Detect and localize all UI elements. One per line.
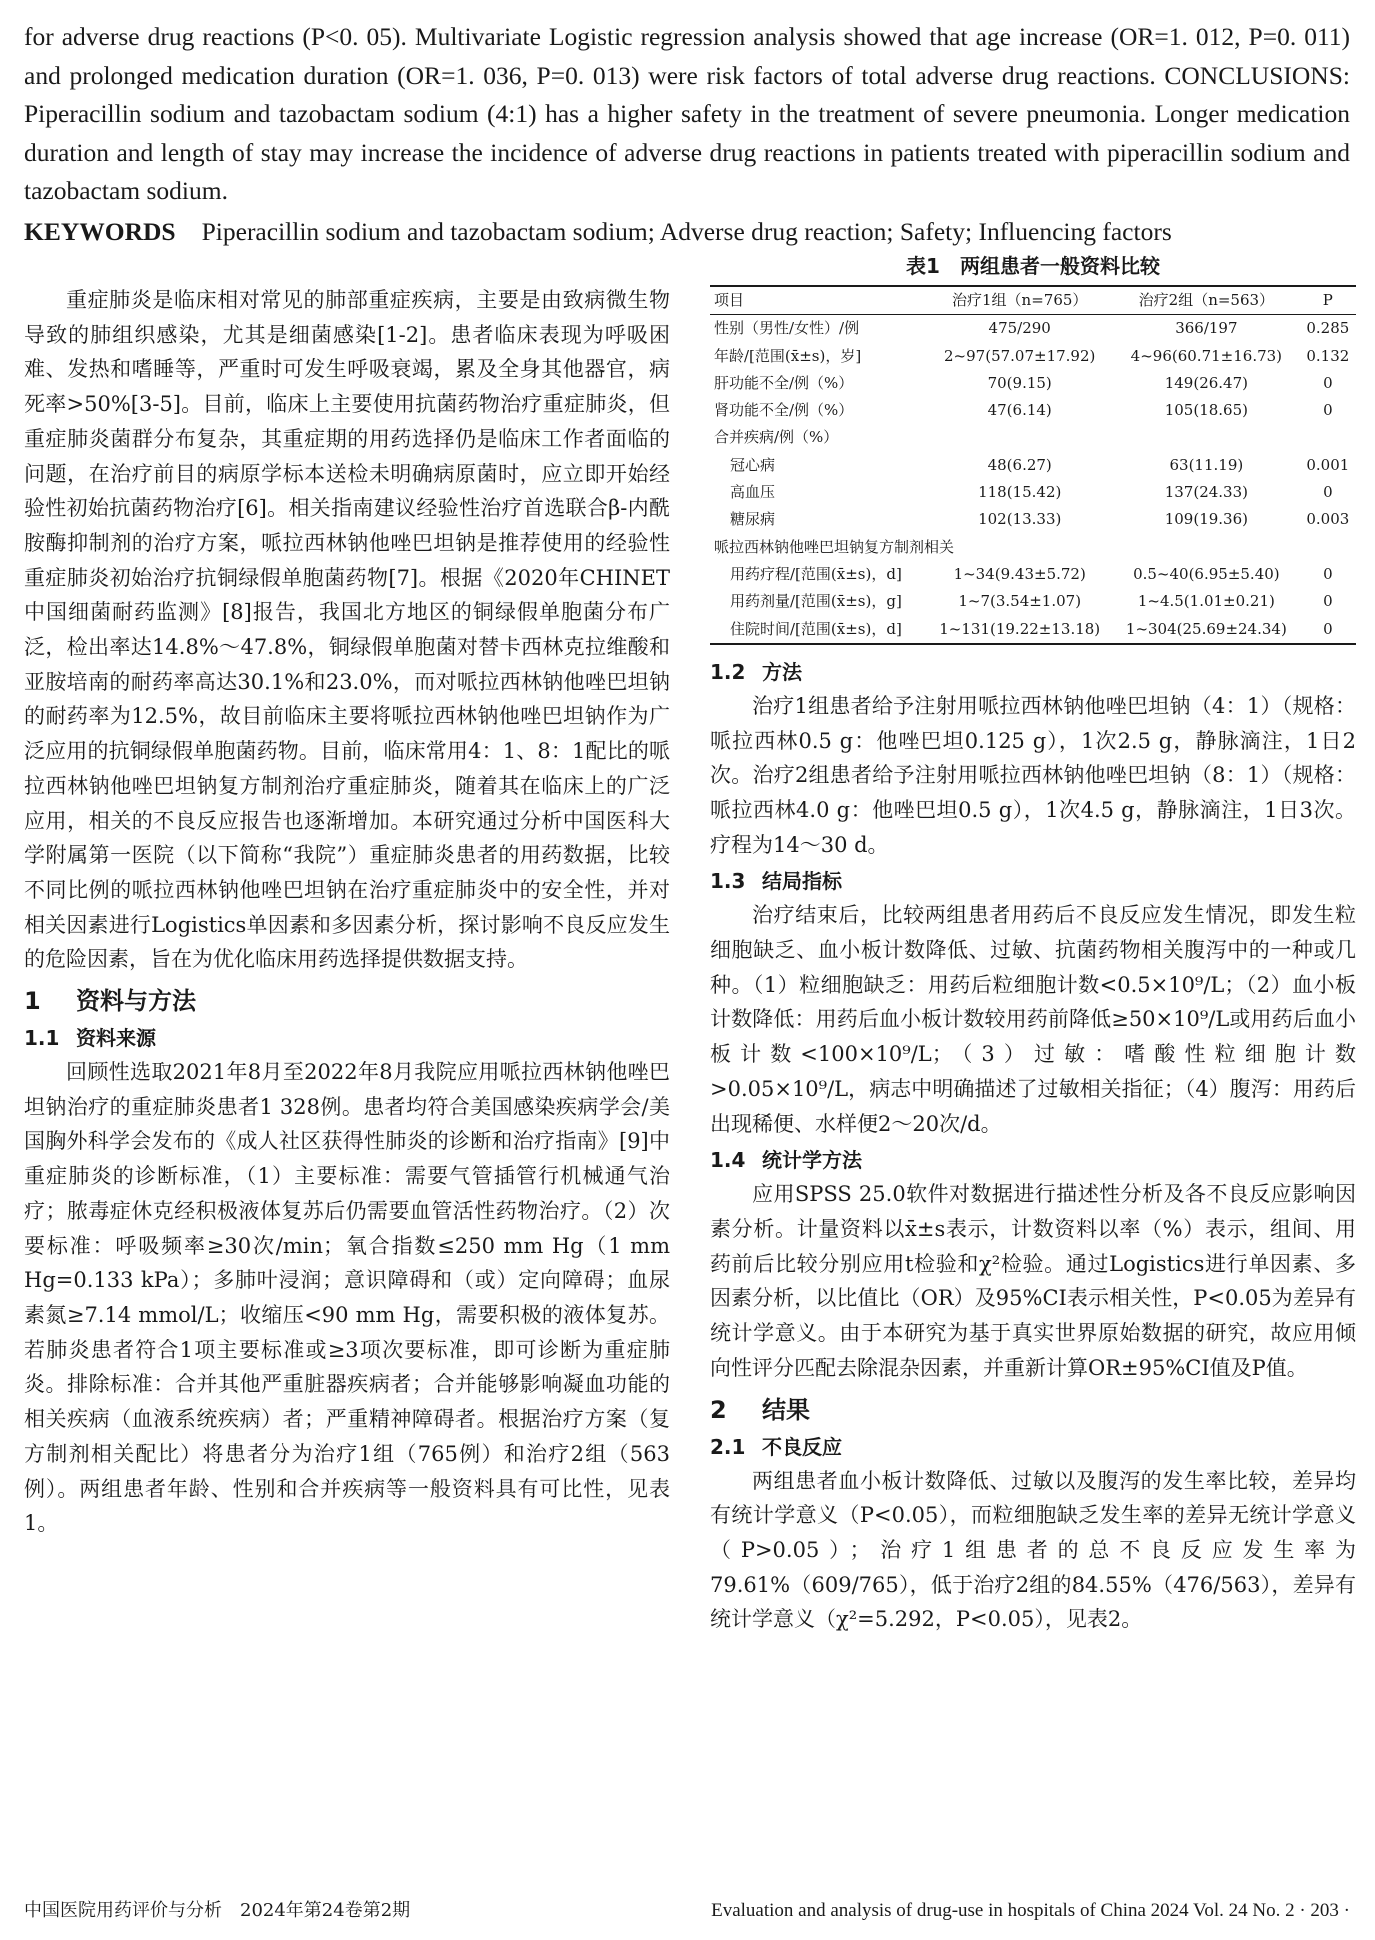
table-row [710, 506, 1356, 533]
table-cell: 1~34(9.43±5.72) [953, 564, 1086, 583]
table-subheading: 合并疾病/例（%） [714, 428, 839, 447]
table-header-cell: P [1322, 291, 1333, 309]
table-cell: 1~7(3.54±1.07) [958, 592, 1082, 611]
table-cell: 0.285 [1306, 319, 1350, 338]
subsection-number: 1.1 [24, 1026, 60, 1051]
table-cell: 149(26.47) [1164, 373, 1248, 392]
subsection-title: 方法 [762, 659, 802, 684]
section-number: 1 [24, 987, 41, 1016]
table-cell: 0.001 [1306, 455, 1350, 474]
table-row [710, 479, 1356, 506]
table-cell: 366/197 [1175, 319, 1238, 338]
table-cell: 47(6.14) [987, 401, 1052, 420]
table-cell: 4~96(60.71±16.73) [1130, 346, 1283, 365]
data-source-paragraph: 回顾性选取2021年8月至2022年8月我院应用哌拉西林钠他唑巴坦钠治疗的重症肺炎患者1 328例。患者均符合美国感染疾病学会/美国胸外科学会发布的《成人社区获得性肺炎的诊断和治疗指南》[9]中重症肺炎的诊断标准，（1）主要标准：需要气管插管行机械通气治疗；脓毒症休克经积极液体复苏后仍需要血管活性药物治疗。（2）次要标准：呼吸频率≥30次/min；氧合指数≤250 mm Hg（1 mm Hg=0.133 kPa）；多肺叶浸润；意识障碍和（或）定向障碍；血尿素氮≥7.14 mmol/L；收缩压<90 mm Hg，需要积极的液体复苏。若肺炎患者符合1项主要标准或≥3项次要标准，即可诊断为重症肺炎。排除标准：合并其他严重脏器疾病者；合并能够影响凝血功能的相关疾病（血液系统疾病）者；严重精神障碍者。根据治疗方案（复方制剂相关配比）将患者分为治疗1组（765例）和治疗2组（563例）。两组患者年龄、性别和合并疾病等一般资料具有可比性，见表1。 [24, 1060, 670, 1536]
table-1 [710, 249, 1356, 645]
table-cell: 0 [1323, 373, 1333, 392]
table-cell: 冠心病 [730, 455, 776, 474]
adverse-reaction-paragraph: 两组患者血小板计数降低、过敏以及腹泻的发生率比较，差异均有统计学意义（P<0.05），而粒细胞缺乏发生率的差异无统计学意义（P>0.05）；治疗1组患者的总不良反应发生率为79.61%（609/765），低于治疗2组的84.55%（476/563），差异有统计学意义（χ²=5.292，P<0.05），见表2。 [710, 1468, 1356, 1632]
table-cell: 1~131(19.22±13.18) [939, 619, 1101, 638]
statistics-paragraph: 应用SPSS 25.0软件对数据进行描述性分析及各不良反应影响因素分析。计量资料以x̄±s表示，计数资料以率（%）表示，组间、用药前后比较分别应用t检验和χ²检验。通过Logistics进行单因素、多因素分析，以比值比（OR）及95%CI表示相关性，P<0.05为差异有统计学意义。由于本研究为基于真实世界原始数据的研究，故应用倾向性评分匹配去除混杂因素，并重新计算OR±95%CI值及P值。 [710, 1182, 1356, 1380]
section-number: 2 [710, 1395, 727, 1424]
footer-journal-cn: 中国医院用药评价与分析 2024年第24卷第2期 [24, 1900, 411, 1921]
subsection-number: 2.1 [710, 1434, 746, 1459]
page-footer [24, 1896, 1350, 1926]
table-header-cell: 治疗2组（n=563） [1138, 291, 1275, 309]
table-cell: 糖尿病 [730, 510, 776, 529]
table-row [710, 588, 1356, 615]
subsection-heading [710, 1143, 1356, 1177]
table-header-cell: 治疗1组（n=765） [952, 291, 1088, 309]
left-column [24, 283, 670, 1541]
table-row [710, 616, 1356, 644]
table-cell: 475/290 [988, 319, 1051, 338]
table-subheading: 哌拉西林钠他唑巴坦钠复方制剂相关 [714, 537, 955, 556]
table-row [710, 343, 1356, 370]
table-row [710, 397, 1356, 424]
keywords-label: KEYWORDS [24, 216, 176, 246]
table-cell: 137(24.33) [1164, 483, 1248, 502]
table-cell: 0.132 [1306, 346, 1350, 365]
table-cell: 0 [1323, 592, 1333, 611]
section-heading [710, 1392, 1356, 1428]
right-column [710, 254, 1356, 1637]
table-row [710, 315, 1356, 343]
table-cell: 1~4.5(1.01±0.21) [1137, 592, 1275, 611]
table-row [710, 370, 1356, 397]
table-cell: 1~304(25.69±24.34) [1125, 619, 1287, 638]
subsection-title: 资料来源 [76, 1026, 156, 1051]
footer-journal-en: Evaluation and analysis of drug-use in hospitals of China 2024 Vol. 24 No. 2 · 203 · [711, 1900, 1350, 1921]
table-cell: 年龄/[范围(x̄±s)，岁] [714, 346, 862, 365]
subsection-title: 统计学方法 [762, 1148, 862, 1173]
table-cell: 118(15.42) [978, 483, 1062, 502]
table-header-cell: 项目 [714, 291, 745, 309]
methods-paragraph: 治疗1组患者给予注射用哌拉西林钠他唑巴坦钠（4：1）（规格：哌拉西林0.5 g：他唑巴坦0.125 g），1次2.5 g，静脉滴注，1日2次。治疗2组患者给予注射用哌拉西林钠他唑巴坦钠（8：1）（规格：哌拉西林4.0 g：他唑巴坦0.5 g），1次4.5 g，静脉滴注，1日3次。疗程为14～30 d。 [710, 693, 1356, 857]
table-cell: 0.003 [1306, 510, 1350, 529]
table-cell: 肝功能不全/例（%） [714, 373, 854, 392]
subsection-heading [710, 864, 1356, 898]
table-cell: 高血压 [730, 483, 776, 502]
abstract-tail [24, 18, 1350, 251]
keywords-line [24, 213, 1350, 252]
table-caption: 表1 两组患者一般资料比较 [906, 254, 1160, 278]
table-cell: 2~97(57.07±17.92) [944, 346, 1096, 365]
table-cell: 用药疗程/[范围(x̄±s)，d] [730, 564, 902, 583]
table-cell: 48(6.27) [987, 455, 1052, 474]
table-cell: 70(9.15) [987, 373, 1052, 392]
table-cell: 性别（男性/女性）/例 [714, 319, 860, 338]
table-subheading-row [710, 424, 1356, 451]
subsection-number: 1.2 [710, 659, 746, 684]
subsection-number: 1.3 [710, 869, 746, 894]
table-cell: 105(18.65) [1164, 401, 1248, 420]
table-row [710, 561, 1356, 588]
subsection-heading [710, 1430, 1356, 1464]
subsection-title: 不良反应 [762, 1434, 842, 1459]
section-title: 资料与方法 [76, 987, 196, 1016]
subsection-heading [24, 1021, 670, 1055]
abstract-results-text: for adverse drug reactions (P<0. 05). Multivariate Logistic regression analysis showed that age increase (OR=1. 012, P=0. 011) and prolonged medication duration (OR=1. 036, P=0. 013) were risk factors of total adverse drug reactions. CONCLUSIONS: Piperacillin sodium and tazobactam sodium (4:1) has a higher safety in the treatment of severe pneumonia. Longer medication duration and length of stay may increase the incidence of adverse drug reactions in patients treated with piperacillin sodium and tazobactam sodium. [24, 22, 1350, 205]
table-cell: 用药剂量/[范围(x̄±s)，g] [730, 592, 902, 611]
section-heading [24, 983, 670, 1019]
subsection-heading [710, 655, 1356, 689]
table-cell: 0 [1323, 401, 1333, 420]
subsection-number: 1.4 [710, 1148, 746, 1173]
baseline-table [710, 285, 1356, 645]
table-header-row [710, 286, 1356, 315]
intro-paragraph: 重症肺炎是临床相对常见的肺部重症疾病，主要是由致病微生物导致的肺组织感染，尤其是细菌感染[1-2]。患者临床表现为呼吸困难、发热和嗜睡等，严重时可发生呼吸衰竭，累及全身其他器官，病死率>50%[3-5]。目前，临床上主要使用抗菌药物治疗重症肺炎，但重症肺炎菌群分布复杂，其重症期的用药选择仍是临床工作者面临的问题，在治疗前目的病原学标本送检未明确病原菌时，应立即开始经验性初始抗菌药物治疗[6]。相关指南建议经验性治疗首选联合β-内酰胺酶抑制剂的治疗方案，哌拉西林钠他唑巴坦钠是推荐使用的经验性重症肺炎初始治疗抗铜绿假单胞菌药物[7]。根据《2020年CHINET中国细菌耐药监测》[8]报告，我国北方地区的铜绿假单胞菌分布广泛，检出率达14.8%～47.8%，铜绿假单胞菌对替卡西林克拉维酸和亚胺培南的耐药率高达30.1%和23.0%，而对哌拉西林钠他唑巴坦钠的耐药率为12.5%，故目前临床主要将哌拉西林钠他唑巴坦钠作为广泛应用的抗铜绿假单胞菌药物。目前，临床常用4：1、8：1配比的哌拉西林钠他唑巴坦钠复方制剂治疗重症肺炎，随着其在临床上的广泛应用，相关的不良反应报告也逐渐增加。本研究通过分析中国医科大学附属第一医院（以下简称“我院”）重症肺炎患者的用药数据，比较不同比例的哌拉西林钠他唑巴坦钠在治疗重症肺炎中的安全性，并对相关因素进行Logistics单因素和多因素分析，探讨影响不良反应发生的危险因素，旨在为优化临床用药选择提供数据支持。 [24, 288, 670, 972]
table-cell: 0 [1323, 564, 1333, 583]
subsection-title: 结局指标 [762, 869, 842, 894]
table-cell: 63(11.19) [1169, 455, 1244, 474]
table-cell: 住院时间/[范围(x̄±s)，d] [730, 619, 902, 638]
table-cell: 肾功能不全/例（%） [714, 401, 854, 420]
table-cell: 109(19.36) [1164, 510, 1248, 529]
table-cell: 0.5~40(6.95±5.40) [1133, 564, 1280, 583]
table-subheading-row [710, 534, 1356, 561]
outcome-paragraph: 治疗结束后，比较两组患者用药后不良反应发生情况，即发生粒细胞缺乏、血小板计数降低、过敏、抗菌药物相关腹泻中的一种或几种。（1）粒细胞缺乏：用药后粒细胞计数<0.5×10⁹/L；（2）血小板计数降低：用药后血小板计数较用药前降低≥50×10⁹/L或用药后血小板计数<100×10⁹/L；（3）过敏：嗜酸性粒细胞计数>0.05×10⁹/L，病志中明确描述了过敏相关指征；（4）腹泻：用药后出现稀便、水样便2～20次/d。 [710, 903, 1356, 1136]
table-cell: 0 [1323, 619, 1333, 638]
table-row [710, 452, 1356, 479]
table-cell: 0 [1323, 483, 1333, 502]
keywords-text: Piperacillin sodium and tazobactam sodium; Adverse drug reaction; Safety; Influencing factors [201, 216, 1172, 246]
table-cell: 102(13.33) [978, 510, 1062, 529]
section-title: 结果 [762, 1395, 810, 1424]
